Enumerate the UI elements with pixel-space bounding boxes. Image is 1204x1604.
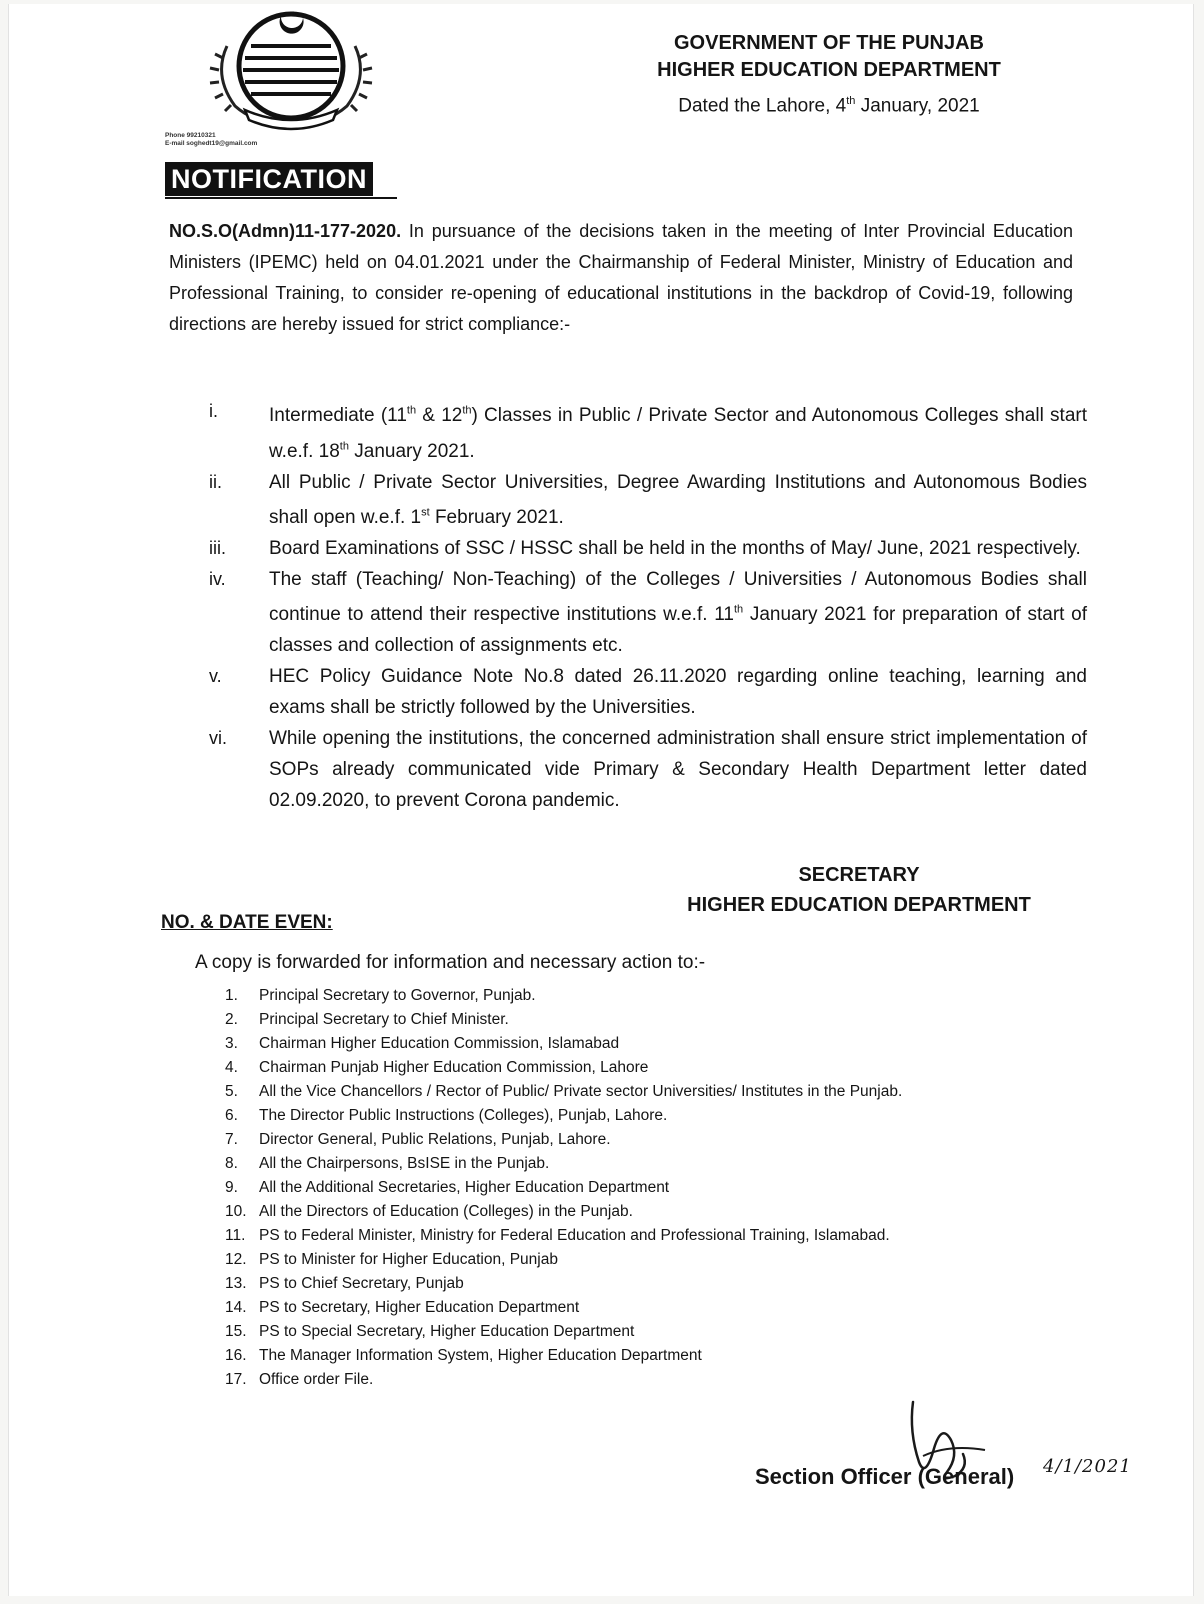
direction-item <box>199 723 1087 816</box>
contact-info <box>165 132 257 147</box>
contact-email: E-mail soghedt19@gmail.com <box>165 139 258 147</box>
reference-number: NO.S.O(Admn)11-177-2020. <box>169 221 402 241</box>
direction-item <box>199 564 1087 661</box>
copy-recipient: 6. The Director Public Instructions (Colleges), Punjab, Lahore. <box>225 1107 668 1124</box>
direction-text: While opening the institutions, the concerned administration shall ensure strict implementation of SOPs already communicated vide Primary & Secondary Health Department letter dated 02.09.2020, to prevent Corona pandemic. <box>269 728 1087 812</box>
copy-recipient: 14. PS to Secretary, Higher Education Department <box>225 1299 580 1316</box>
directions-list <box>199 396 1087 816</box>
direction-item <box>199 661 1087 723</box>
header-date: Dated the Lahore, 4th January, 2021 <box>678 95 980 117</box>
notification-body <box>169 216 1073 340</box>
direction-number: ii. <box>209 471 222 492</box>
no-date-even-label: NO. & DATE EVEN: <box>161 912 333 933</box>
signatory-title: SECRETARY <box>798 864 920 886</box>
direction-text: HEC Policy Guidance Note No.8 dated 26.11.2020 regarding online teaching, learning and exams shall be strictly followed by the Universities. <box>269 666 1087 719</box>
notification-page <box>8 4 1194 1596</box>
copy-recipient: 3. Chairman Higher Education Commission, Islamabad <box>225 1035 620 1052</box>
direction-item <box>199 533 1087 564</box>
copy-recipient: 10. All the Directors of Education (Colleges) in the Punjab. <box>225 1203 633 1220</box>
section-officer-signatory: Section Officer (General) <box>755 1464 1015 1489</box>
copy-recipient: 11. PS to Federal Minister, Ministry for Federal Education and Professional Training, Islamabad. <box>225 1227 890 1244</box>
heading-underline <box>165 197 397 199</box>
copy-recipient: 4. Chairman Punjab Higher Education Commission, Lahore <box>225 1059 649 1076</box>
contact-phone: Phone 99210321 <box>165 132 216 139</box>
direction-number: vi. <box>209 728 227 749</box>
direction-text: All Public / Private Sector Universities, Degree Awarding Institutions and Autonomous Bodies shall open w.e.f. 1st February 2021. <box>269 471 1087 528</box>
copy-recipient: 12. PS to Minister for Higher Education, Punjab <box>225 1251 558 1268</box>
copy-recipient: 5. All the Vice Chancellors / Rector of Public/ Private sector Universities/ Institutes in the Punjab. <box>225 1083 903 1100</box>
body-text: In pursuance of the decisions taken in the meeting of Inter Provincial Education Ministers (IPEMC) held on 04.01.2021 under the Chairmanship of Federal Minister, Ministry of Education and Professional Training, to consider re-opening of educational institutions in the backdrop of Covid-19, following directions are hereby issued for strict compliance:- <box>169 221 1073 334</box>
signatory-department: HIGHER EDUCATION DEPARTMENT <box>687 894 1031 916</box>
direction-text: Board Examinations of SSC / HSSC shall be held in the months of May/ June, 2021 respectively. <box>269 537 1081 559</box>
header-government: GOVERNMENT OF THE PUNJAB <box>673 32 985 54</box>
direction-item <box>199 467 1087 533</box>
signature-date: 4/1/2021 <box>1043 1456 1132 1477</box>
copy-recipient: 2. Principal Secretary to Chief Minister. <box>225 1011 509 1028</box>
direction-text: The staff (Teaching/ Non-Teaching) of the Colleges / Universities / Autonomous Bodies shall continue to attend their respective institutions w.e.f. 11th January 2021 for preparation of start of classes and collection of assignments etc. <box>269 568 1087 657</box>
copy-recipient: 16. The Manager Information System, Higher Education Department <box>225 1347 702 1364</box>
direction-number: i. <box>209 401 218 421</box>
copy-recipient: 13. PS to Chief Secretary, Punjab <box>225 1275 464 1292</box>
department-header <box>609 30 1049 119</box>
direction-number: iii. <box>209 537 226 558</box>
direction-item <box>199 396 1087 467</box>
header-department: HIGHER EDUCATION DEPARTMENT <box>657 59 1001 81</box>
punjab-government-emblem <box>205 6 377 134</box>
copy-recipients-list <box>225 984 1025 1392</box>
copy-recipient: 9. All the Additional Secretaries, Higher Education Department <box>225 1179 670 1196</box>
copy-forwarded-intro: A copy is forwarded for information and necessary action to:- <box>195 952 706 973</box>
copy-recipient: 17. Office order File. <box>225 1371 374 1388</box>
notification-heading: NOTIFICATION <box>165 162 373 196</box>
direction-number: iv. <box>209 568 226 589</box>
direction-text: Intermediate (11th & 12th) Classes in Public / Private Sector and Autonomous Colleges shall start w.e.f. 18th January 2021. <box>269 405 1087 462</box>
secretary-signatory <box>629 860 1089 920</box>
direction-number: v. <box>209 666 222 687</box>
copy-recipient: 1. Principal Secretary to Governor, Punjab. <box>225 987 536 1004</box>
copy-recipient: 15. PS to Special Secretary, Higher Education Department <box>225 1323 635 1340</box>
copy-recipient: 8. All the Chairpersons, BsISE in the Punjab. <box>225 1155 550 1172</box>
copy-recipient: 7. Director General, Public Relations, Punjab, Lahore. <box>225 1131 611 1148</box>
